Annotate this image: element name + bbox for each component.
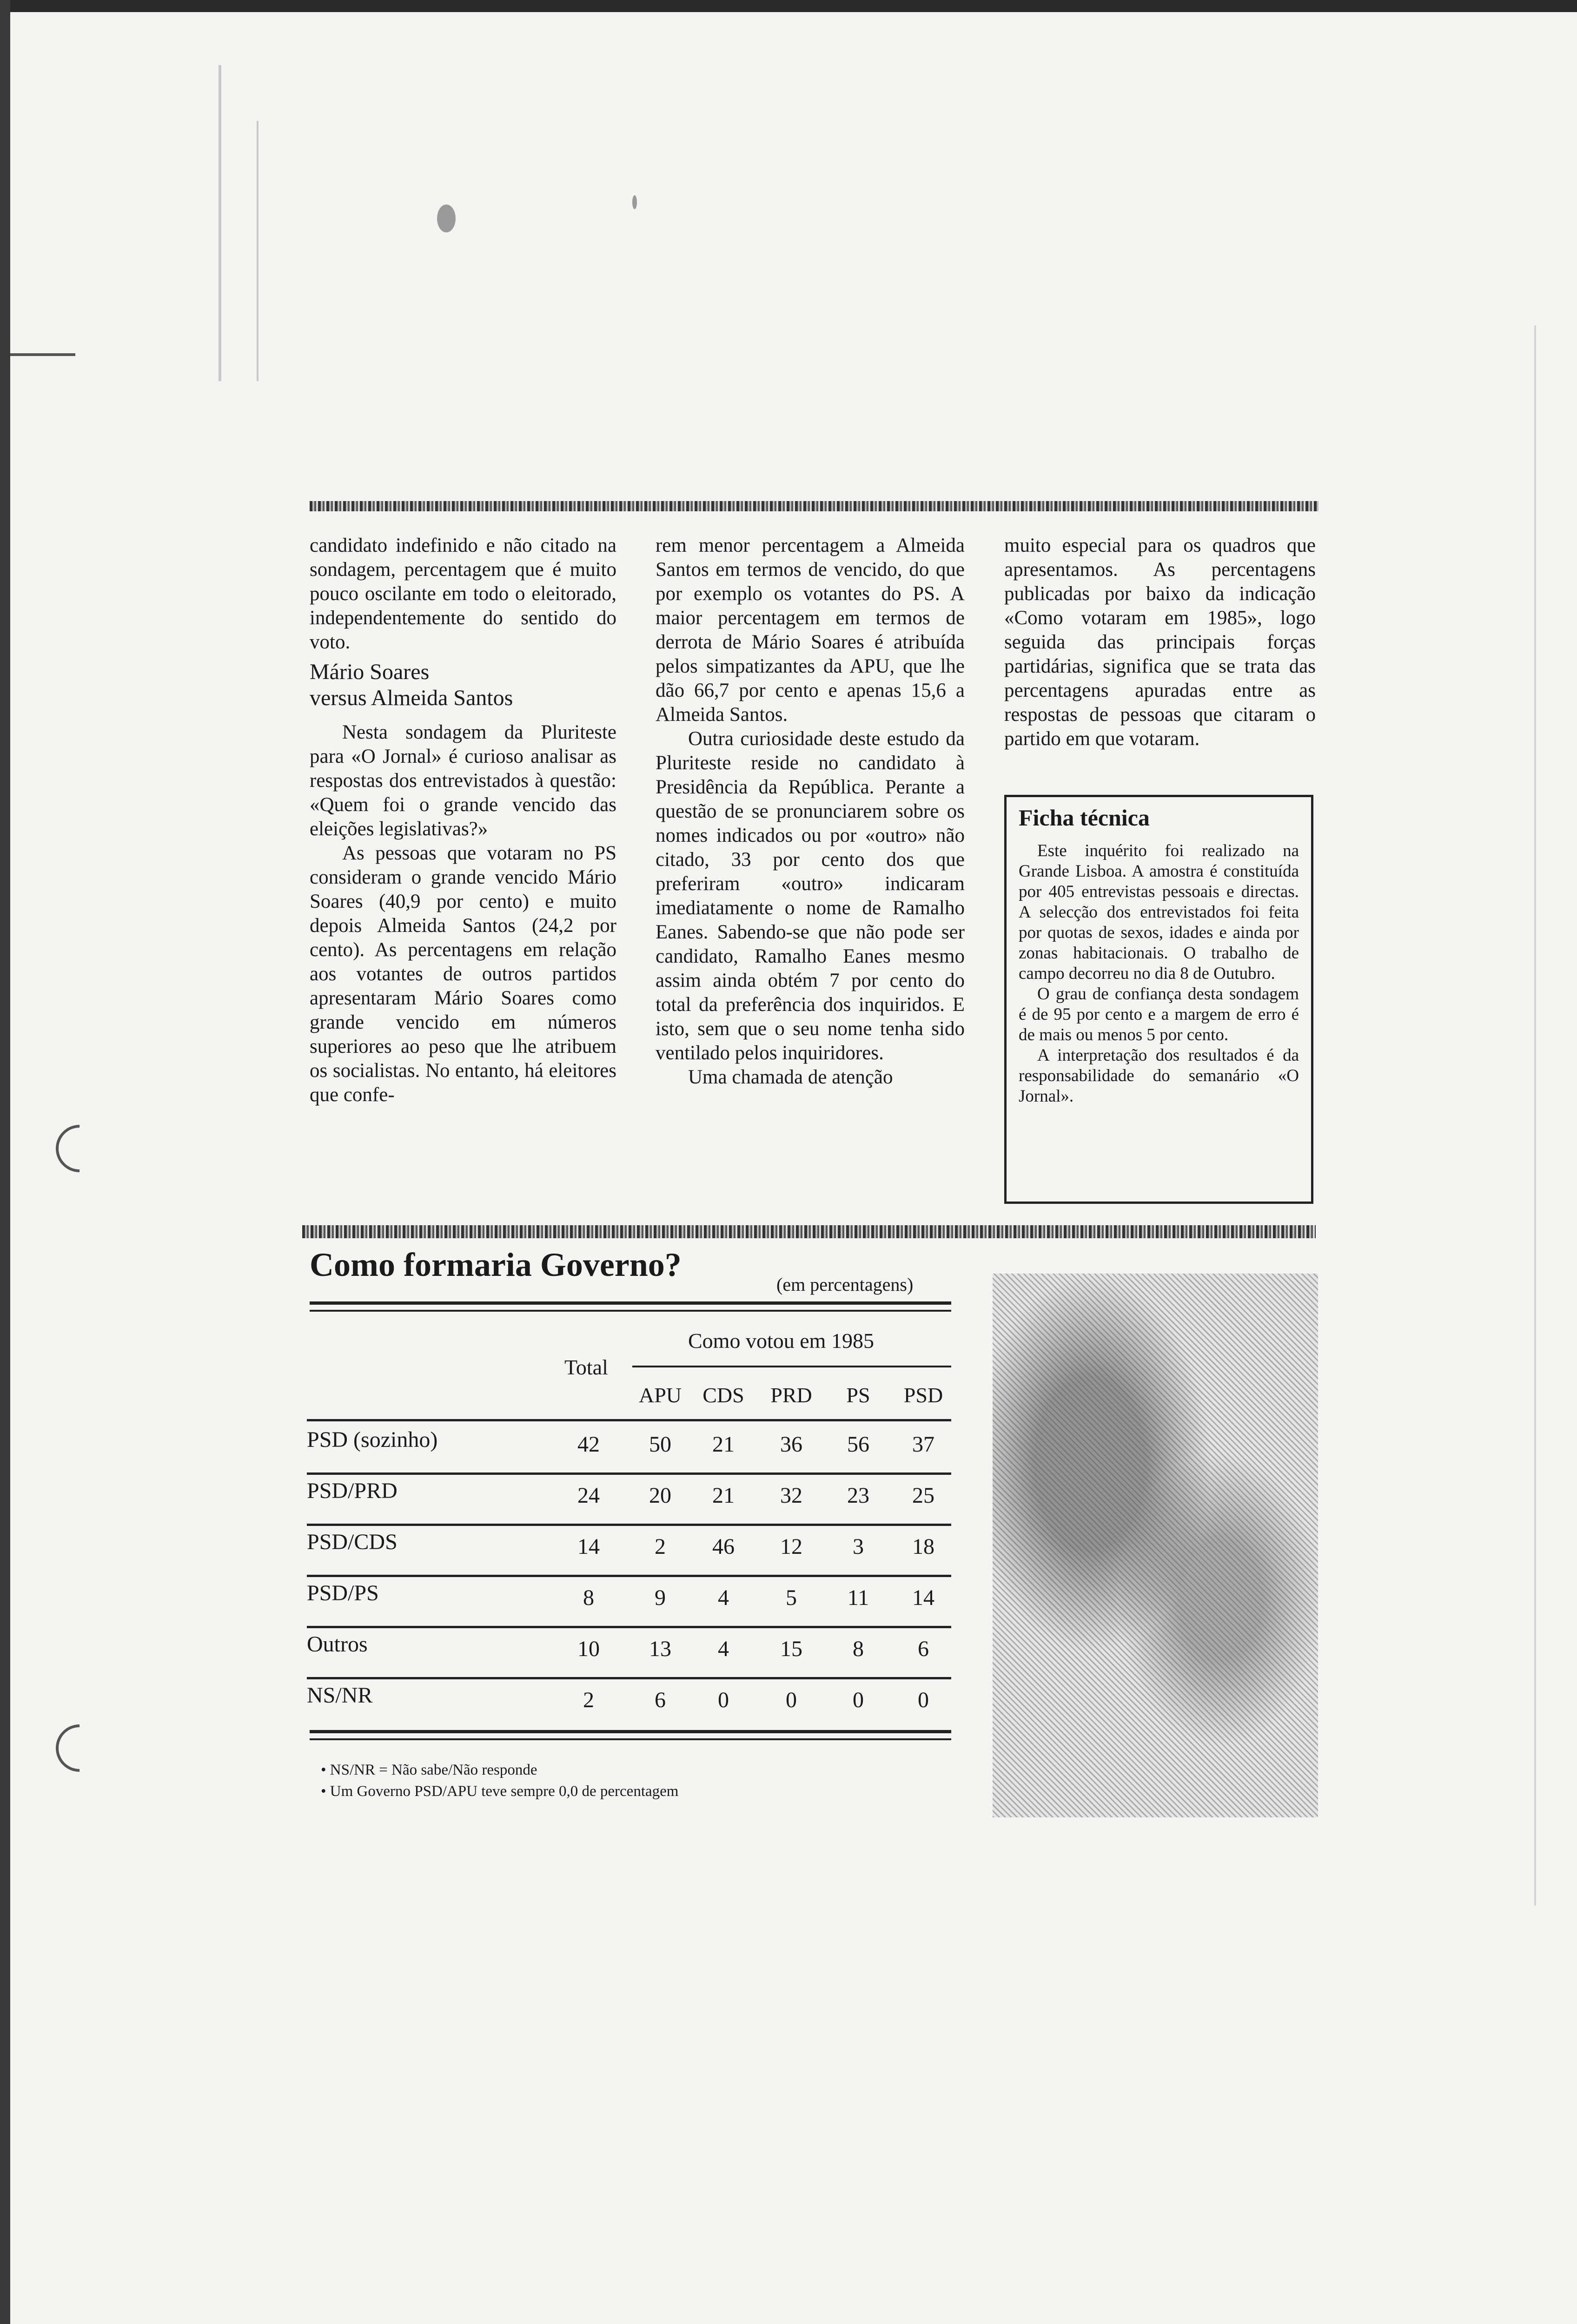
- table-cell-total: 42: [577, 1432, 600, 1457]
- table-cell: 32: [780, 1483, 802, 1508]
- table-cell-total: 24: [577, 1483, 600, 1508]
- article-paragraph: As pessoas que votaram no PS consideram o grande vencido Mário Soares (40,9 por cento) e muito depois Almeida Santos (24,2 por cento). As percentagens em relação aos votantes de outros partidos apresentaram Mário Soares como grande vencido em números superiores ao peso que lhe atribuem os socialistas. No entanto, há eleitores que confe-: [310, 842, 616, 1106]
- table-subtitle: (em percentagens): [776, 1274, 914, 1295]
- table-cell: 23: [847, 1483, 869, 1508]
- table-row-rule: [307, 1524, 951, 1526]
- article-column-3: [1004, 534, 1316, 775]
- table-row-rule: [307, 1677, 951, 1679]
- scan-streak: [219, 65, 221, 381]
- subhead-line: versus Almeida Santos: [310, 686, 513, 710]
- table-column-header: PS: [846, 1383, 870, 1407]
- table-row-label: PSD/PS: [307, 1581, 379, 1605]
- table-cell: 5: [786, 1585, 797, 1610]
- table-cell-total: 2: [583, 1688, 594, 1712]
- table-title-rule: [310, 1310, 951, 1312]
- table-group-label: Como votou em 1985: [688, 1329, 874, 1353]
- article-column-1: [310, 534, 616, 1203]
- table-cell: 0: [786, 1688, 797, 1712]
- table-row-label: PSD/CDS: [307, 1530, 398, 1554]
- article-paragraph: Nesta sondagem da Pluriteste para «O Jornal» é curioso analisar as respostas dos entrevistados à questão: «Quem foi o grande vencido das eleições legislativas?»: [310, 721, 616, 840]
- table-cell-total: 14: [577, 1534, 600, 1559]
- top-rule: [310, 501, 1319, 511]
- table-cell: 2: [655, 1534, 666, 1559]
- table-cell: 0: [853, 1688, 864, 1712]
- table-cell: 13: [649, 1637, 671, 1661]
- table-cell: 6: [655, 1688, 666, 1712]
- table-cell: 56: [847, 1432, 869, 1457]
- table-row-rule: [307, 1575, 951, 1577]
- ficha-paragraph: O grau de confiança desta sondagem é de 95 por cento e a margem de erro é de mais ou menos 5 por cento.: [1019, 984, 1299, 1044]
- page-edge-left: [0, 0, 10, 2324]
- scan-streak: [1534, 325, 1536, 1906]
- table-cell-total: 10: [577, 1637, 600, 1661]
- scan-streak: [10, 353, 75, 356]
- table-cell: 36: [780, 1432, 802, 1457]
- table-column-header: PRD: [770, 1383, 812, 1407]
- table-header-rule: [307, 1419, 951, 1421]
- table-cell: 50: [649, 1432, 671, 1457]
- ficha-title: Ficha técnica: [1019, 805, 1150, 831]
- punch-hole: [46, 1715, 113, 1782]
- table-cell: 25: [912, 1483, 934, 1508]
- table-cell: 14: [912, 1585, 934, 1610]
- table-cell: 18: [912, 1534, 934, 1559]
- table-cell: 9: [655, 1585, 666, 1610]
- ficha-tecnica-box: [1004, 795, 1313, 1204]
- table-footnote: • NS/NR = Não sabe/Não responde: [321, 1762, 537, 1778]
- ink-blot: [632, 195, 637, 209]
- table-footnote: • Um Governo PSD/APU teve sempre 0,0 de percentagem: [321, 1783, 679, 1800]
- table-cell: 21: [712, 1432, 735, 1457]
- table-column-header: CDS: [702, 1383, 744, 1407]
- table-cell: 46: [712, 1534, 735, 1559]
- table-row-rule: [307, 1626, 951, 1628]
- table-cell: 4: [718, 1637, 729, 1661]
- table-bottom-rule: [310, 1738, 951, 1740]
- table-top-rule: [302, 1225, 1316, 1238]
- table-row-label: NS/NR: [307, 1683, 373, 1708]
- table-group-line: [632, 1366, 951, 1367]
- ficha-paragraph: A interpretação dos resultados é da responsabilidade do semanário «O Jornal».: [1019, 1046, 1299, 1106]
- table-cell: 4: [718, 1585, 729, 1610]
- table-cell: 20: [649, 1483, 671, 1508]
- article-paragraph: Outra curiosidade deste estudo da Pluriteste reside no candidato à Presidência da República. Perante a questão de se pronunciarem sobre os nomes indicados ou por «outro» não citado, 33 por cento dos que preferiram «outro» indicaram imediatamente o nome de Ramalho Eanes. Sabendo-se que não pode ser candidato, Ramalho Eanes mesmo assim ainda obtém 7 por cento do total da preferência dos inquiridos. E isto, sem que o seu nome tenha sido ventilado pelos inquiridores.: [656, 728, 965, 1064]
- table-cell: 0: [718, 1688, 729, 1712]
- article-paragraph: Uma chamada de atenção: [688, 1066, 893, 1088]
- article-paragraph: rem menor percentagem a Almeida Santos em termos de vencido, do que por exemplo os votantes do PS. A maior percentagem em termos de derrota de Mário Soares é atribuída pelos simpatizantes da APU, que lhe dão 66,7 por cento e apenas 15,6 a Almeida Santos.: [656, 535, 965, 726]
- subhead-line: Mário Soares: [310, 660, 430, 684]
- table-total-header: Total: [564, 1355, 608, 1379]
- table-row-rule: [307, 1472, 951, 1475]
- table-column-header: APU: [638, 1383, 682, 1407]
- table-row-label: PSD (sozinho): [307, 1427, 438, 1452]
- table-column-header: PSD: [903, 1383, 943, 1407]
- table-bottom-rule: [310, 1730, 951, 1733]
- table-cell: 0: [918, 1688, 929, 1712]
- table-cell: 3: [853, 1534, 864, 1559]
- table-cell-total: 8: [583, 1585, 594, 1610]
- table-cell: 15: [780, 1637, 802, 1661]
- page-edge-top: [0, 0, 1577, 12]
- table-cell: 11: [847, 1585, 869, 1610]
- table-cell: 37: [912, 1432, 934, 1457]
- article-column-2: [656, 534, 965, 1203]
- table-row-label: PSD/PRD: [307, 1479, 398, 1503]
- table-cell: 8: [853, 1637, 864, 1661]
- table-cell: 12: [780, 1534, 802, 1559]
- article-subhead: [310, 659, 616, 711]
- ink-blot: [437, 205, 456, 232]
- table-title: Como formaria Governo?: [310, 1246, 682, 1283]
- article-paragraph: muito especial para os quadros que apresentamos. As percentagens publicadas por baixo da indicação «Como votaram em 1985», logo seguida das principais forças partidárias, significa que se trata das percentagens apuradas entre as respostas de pessoas que citaram o partido em que votaram.: [1004, 535, 1316, 750]
- ficha-paragraph: Este inquérito foi realizado na Grande Lisboa. A amostra é constituída por 405 entrevistas pessoais e directas. A selecção dos entrevistados foi feita por quotas de sexos, idades e ainda por zonas habitacionais. O trabalho de campo decorreu no dia 8 de Outubro.: [1019, 841, 1299, 983]
- table-row-label: Outros: [307, 1632, 368, 1657]
- article-paragraph: candidato indefinido e não citado na sondagem, percentagem que é muito pouco oscilante em todo o eleitorado, independentemente do sentido do voto.: [310, 535, 616, 653]
- scan-streak: [257, 121, 258, 381]
- table-title-rule: [310, 1301, 951, 1305]
- punch-hole: [46, 1115, 113, 1182]
- halftone-photo: [993, 1274, 1318, 1817]
- table-cell: 21: [712, 1483, 735, 1508]
- table-cell: 6: [918, 1637, 929, 1661]
